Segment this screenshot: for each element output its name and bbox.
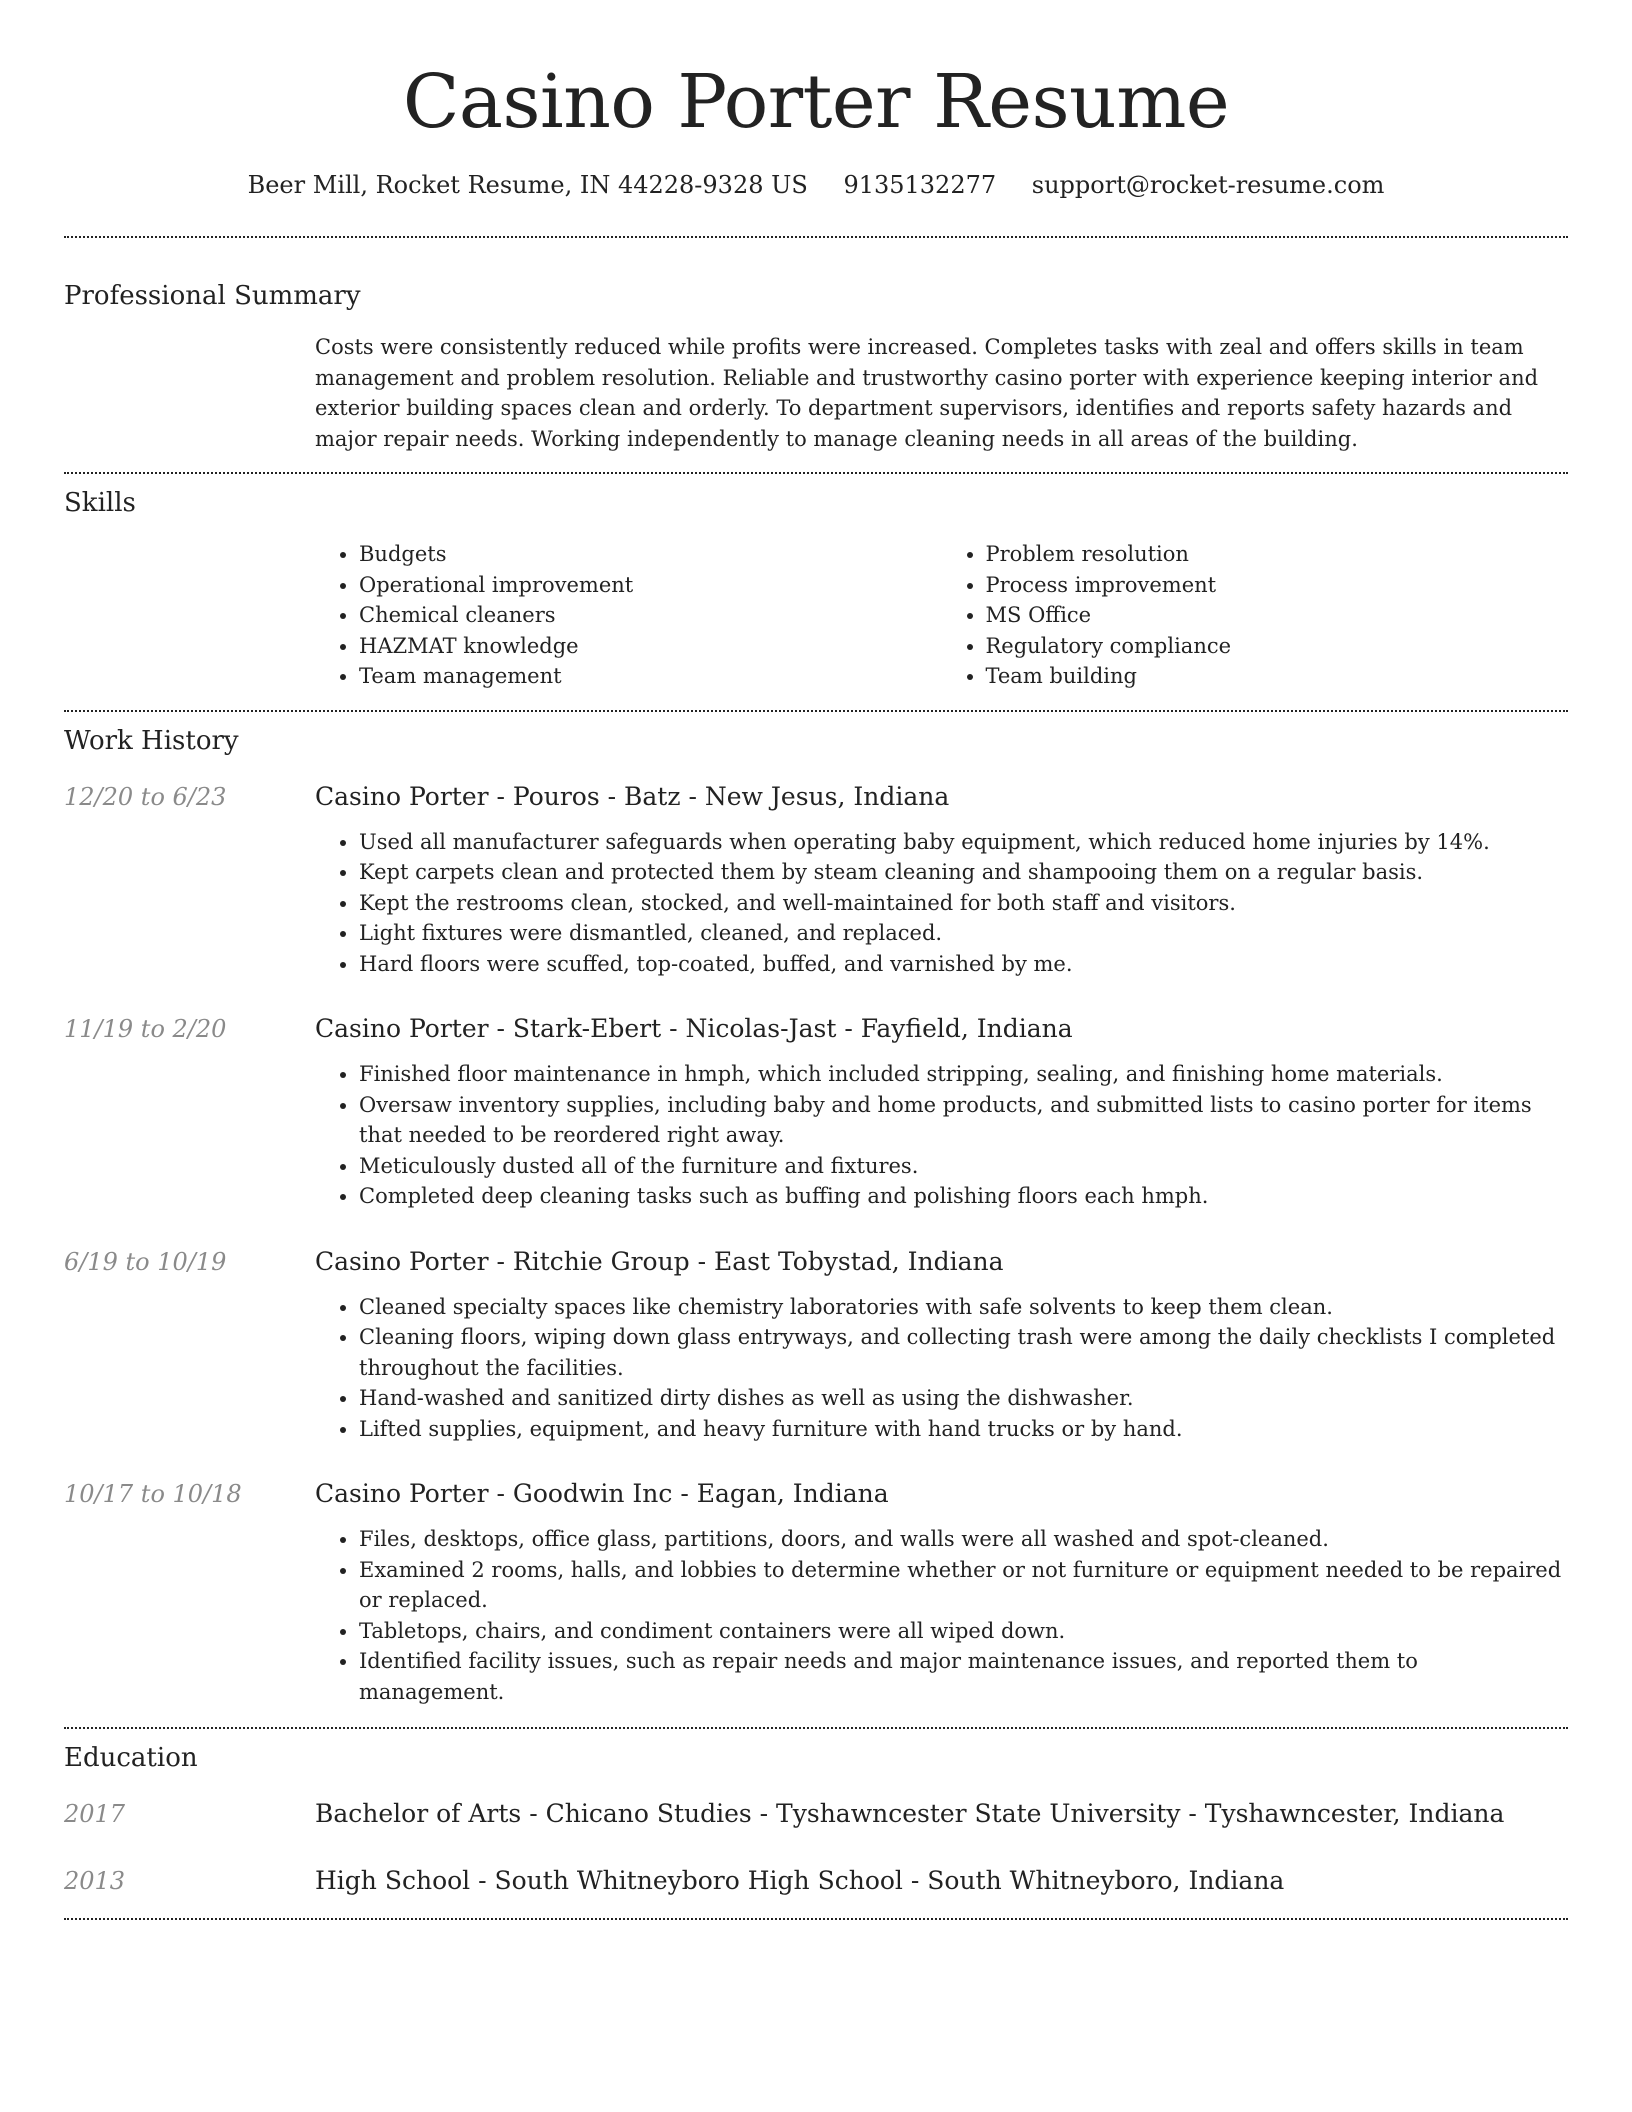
skill-item: • Team management: [359, 661, 942, 692]
divider: [64, 236, 1568, 238]
education-year: 2017: [64, 1800, 126, 1828]
divider: [64, 710, 1568, 712]
contact-email: support@rocket-resume.com: [1031, 171, 1385, 199]
education-entry: [64, 1797, 1568, 1831]
job-title: Casino Porter - Ritchie Group - East Tobystad, Indiana: [315, 1246, 1004, 1276]
skill-item: • Chemical cleaners: [359, 600, 942, 631]
duty-item: • Meticulously dusted all of the furniture and fixtures.: [359, 1151, 1568, 1182]
job-header: [64, 1245, 1568, 1279]
summary-text: Costs were consistently reduced while profits were increased. Completes tasks with zeal and offers skills in team management and problem resolution. Reliable and trustworthy casino porter with experience keeping interior and exterior building spaces clean and orderly. To department supervisors, identifies and reports safety hazards and major repair needs. Working independently to manage cleaning needs in all areas of the building.: [315, 335, 1539, 451]
duty-item: • Used all manufacturer safeguards when operating baby equipment, which reduced home injuries by 14%.: [359, 827, 1568, 858]
job-entry: [64, 1477, 1568, 1707]
job-title: Casino Porter - Stark-Ebert - Nicolas-Jast - Fayfield, Indiana: [315, 1014, 1073, 1043]
job-entry: [64, 780, 1568, 980]
duty-item: • Tabletops, chairs, and condiment containers were all wiped down.: [359, 1616, 1568, 1647]
duty-item: • Identified facility issues, such as repair needs and major maintenance issues, and reported them to management.: [359, 1646, 1568, 1707]
job-duties: [315, 1524, 1568, 1707]
job-entry: [64, 1245, 1568, 1445]
job-dates: 11/19 to 2/20: [64, 1015, 227, 1043]
duty-item: • Examined 2 rooms, halls, and lobbies to determine whether or not furniture or equipment needed to be repaired or replaced.: [359, 1555, 1568, 1616]
divider: [64, 1918, 1568, 1920]
skills-column-right: [942, 539, 1569, 692]
skill-item: • MS Office: [986, 600, 1569, 631]
skills-heading: Skills: [64, 488, 136, 518]
work-heading: Work History: [64, 725, 239, 756]
job-header: [64, 780, 1568, 814]
duty-item: • Completed deep cleaning tasks such as buffing and polishing floors each hmph.: [359, 1181, 1568, 1212]
duty-item: • Finished floor maintenance in hmph, which included stripping, sealing, and finishing home materials.: [359, 1059, 1568, 1090]
contact-address: Beer Mill, Rocket Resume, IN 44228-9328 US: [247, 171, 808, 199]
skills-column-left: [315, 539, 942, 692]
summary-heading: Professional Summary: [64, 281, 361, 311]
job-duties: [315, 1292, 1568, 1445]
education-year: 2013: [64, 1867, 126, 1895]
skill-item: • Budgets: [359, 539, 942, 570]
duty-item: • Kept the restrooms clean, stocked, and well-maintained for both staff and visitors.: [359, 888, 1568, 919]
divider: [64, 472, 1568, 474]
job-duties: [315, 827, 1568, 980]
duty-item: • Cleaning floors, wiping down glass entryways, and collecting trash were among the daily checklists I completed throughout the facilities.: [359, 1322, 1568, 1383]
duty-item: • Oversaw inventory supplies, including baby and home products, and submitted lists to casino porter for items that needed to be reordered right away.: [359, 1090, 1568, 1151]
skill-item: • Problem resolution: [986, 539, 1569, 570]
job-title: Casino Porter - Pouros - Batz - New Jesus, Indiana: [315, 781, 950, 811]
education-heading: Education: [64, 1743, 198, 1773]
duty-item: • Hard floors were scuffed, top-coated, buffed, and varnished by me.: [359, 949, 1568, 980]
skills-list: [315, 539, 1568, 692]
contact-phone: 9135132277: [843, 171, 997, 199]
duty-item: • Lifted supplies, equipment, and heavy furniture with hand trucks or by hand.: [359, 1414, 1568, 1445]
skill-item: • Operational improvement: [359, 570, 942, 601]
skill-item: • Process improvement: [986, 570, 1569, 601]
duty-item: • Files, desktops, office glass, partitions, doors, and walls were all washed and spot-cleaned.: [359, 1524, 1568, 1555]
skill-item: • Regulatory compliance: [986, 631, 1569, 662]
duty-item: • Cleaned specialty spaces like chemistry laboratories with safe solvents to keep them clean.: [359, 1292, 1568, 1323]
job-dates: 10/17 to 10/18: [64, 1480, 242, 1508]
job-header: [64, 1012, 1568, 1046]
job-header: [64, 1477, 1568, 1511]
job-title: Casino Porter - Goodwin Inc - Eagan, Indiana: [315, 1479, 889, 1508]
duty-item: • Hand-washed and sanitized dirty dishes as well as using the dishwasher.: [359, 1383, 1568, 1414]
job-entry: [64, 1012, 1568, 1212]
education-title: High School - South Whitneyboro High School - South Whitneyboro, Indiana: [315, 1866, 1285, 1895]
contact-line: [64, 168, 1568, 202]
job-duties: [315, 1059, 1568, 1212]
skill-item: • Team building: [986, 661, 1569, 692]
resume-page: [64, 0, 1568, 1920]
divider: [64, 1727, 1568, 1729]
education-entry: [64, 1864, 1568, 1898]
job-dates: 6/19 to 10/19: [64, 1247, 227, 1276]
education-title: Bachelor of Arts - Chicano Studies - Tyshawncester State University - Tyshawncester, Indiana: [315, 1799, 1505, 1828]
skill-item: • HAZMAT knowledge: [359, 631, 942, 662]
duty-item: • Kept carpets clean and protected them by steam cleaning and shampooing them on a regular basis.: [359, 857, 1568, 888]
duty-item: • Light fixtures were dismantled, cleaned, and replaced.: [359, 918, 1568, 949]
resume-title: Casino Porter Resume: [402, 59, 1230, 145]
job-dates: 12/20 to 6/23: [64, 782, 227, 811]
